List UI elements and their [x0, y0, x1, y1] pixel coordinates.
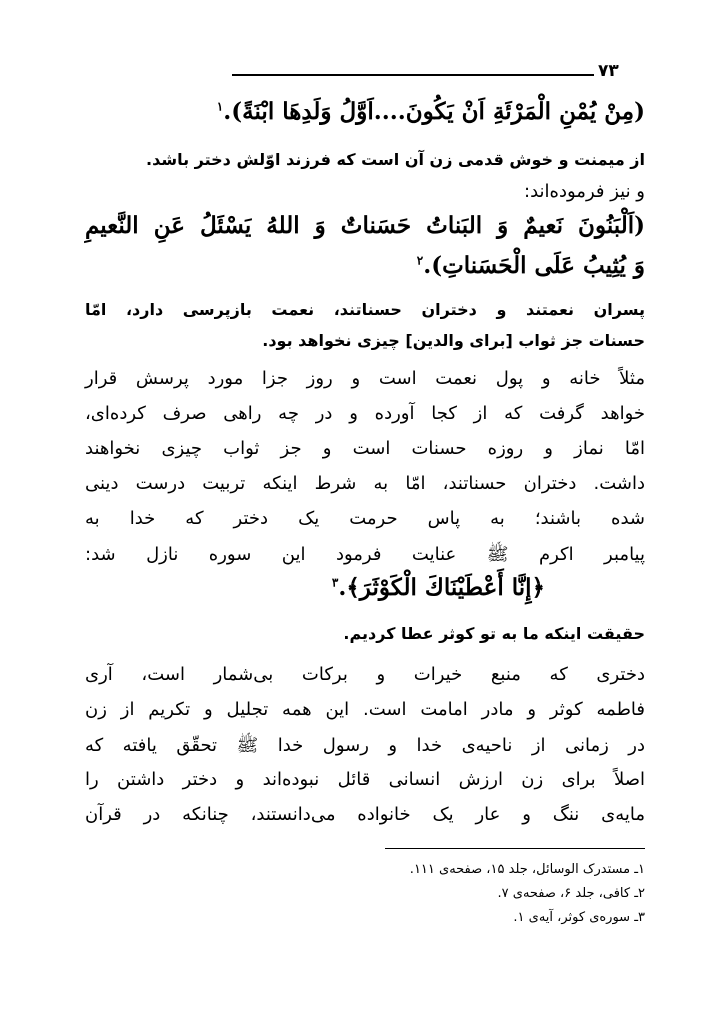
- footnote-3: ۳ـ سوره‌ی کوثر، آیه‌ی ۱.: [513, 910, 645, 925]
- paragraph-1-line-4: داشت. دختران حسناتند، امّا به شرط اینکه تربیت درست دینی: [85, 473, 645, 494]
- translation-1: از میمنت و خوش قدمی زن آن است که فرزند اوّلش دختر باشد.: [146, 150, 645, 169]
- hadith-quote-2-line-1: (اَلْبَنُونَ نَعيمٌ وَ البَناتُ حَسَناتٌ وَ اللهُ يَسْئَلُ عَنِ النَّعيمِ: [85, 212, 645, 239]
- header-rule: [232, 74, 594, 76]
- hadith-quote-1: [217, 98, 645, 125]
- paragraph-2-line-5: مایه‌ی ننگ و عار یک خانواده می‌دانستند، چنانکه در قرآن: [85, 804, 645, 825]
- footnote-rule: [385, 848, 645, 849]
- footnote-2: ۲ـ کافی، جلد ۶، صفحه‌ی ۷.: [497, 886, 645, 901]
- paragraph-1-line-3: امّا نماز و روزه حسنات است و جز ثواب چیزی نخواهند: [85, 438, 645, 459]
- paragraph-2-line-3: در زمانی از ناحیه‌ی خدا و رسول خدا ﷺ تحقّق یافته که: [85, 735, 645, 756]
- translation-2-line-1: پسران نعمتند و دختران حسناتند، نعمت بازپرسی دارد، امّا: [85, 300, 645, 319]
- paragraph-1-line-1: مثلاً خانه و پول نعمت است و روز جزا مورد پرسش قرار: [85, 368, 645, 389]
- hadith-quote-2-line-2-text: وَ يُثِيبُ عَلَى الْحَسَناتِ).: [423, 252, 645, 279]
- translation-3: حقیقت اینکه ما به تو کوثر عطا کردیم.: [343, 624, 645, 643]
- translation-2-line-2: حسنات جز ثواب [برای والدین] چیزی نخواهد بود.: [262, 331, 645, 350]
- quran-verse-kawthar-text: ﴿إِنَّا أَعْطَيْنَاكَ الْكَوْثَرَ﴾.: [338, 574, 545, 601]
- paragraph-1-line-2: خواهد گرفت که از کجا آورده و در چه راهی صرف کرده‌ای،: [85, 403, 645, 424]
- footnote-ref-2: ۲: [416, 253, 424, 268]
- quran-verse-kawthar: [332, 574, 545, 601]
- footnote-ref-3: ۳: [331, 575, 339, 590]
- paragraph-2-line-1: دختری که منبع خیرات و برکات بی‌شمار است، آری: [85, 664, 645, 685]
- paragraph-1-line-6: پیامبر اکرم ﷺ عنایت فرمود این سوره نازل شد:: [85, 544, 645, 565]
- intro-text-2: و نیز فرموده‌اند:: [524, 181, 645, 202]
- paragraph-2-line-4: اصلاً برای زن ارزش انسانی قائل نبوده‌اند و دختر داشتن را: [85, 769, 645, 790]
- paragraph-1-line-5: شده باشند؛ به پاس حرمت یک دختر که خدا به: [85, 508, 645, 529]
- footnote-ref-1: ۱: [216, 99, 224, 114]
- footnote-1: ۱ـ مستدرک الوسائل، جلد ۱۵، صفحه‌ی ۱۱۱.: [409, 862, 645, 877]
- page-number: ۷۳: [598, 61, 619, 81]
- hadith-quote-1-text: (مِنْ يُمْنِ الْمَرْئَةِ اَنْ يَكُونَ....اَوَّلُ وَلَدِهَا ابْنَةً).: [223, 98, 645, 125]
- paragraph-2-line-2: فاطمه کوثر و مادر امامت است. این همه تجلیل و تکریم از زن: [85, 699, 645, 720]
- hadith-quote-2-line-2: [417, 252, 645, 279]
